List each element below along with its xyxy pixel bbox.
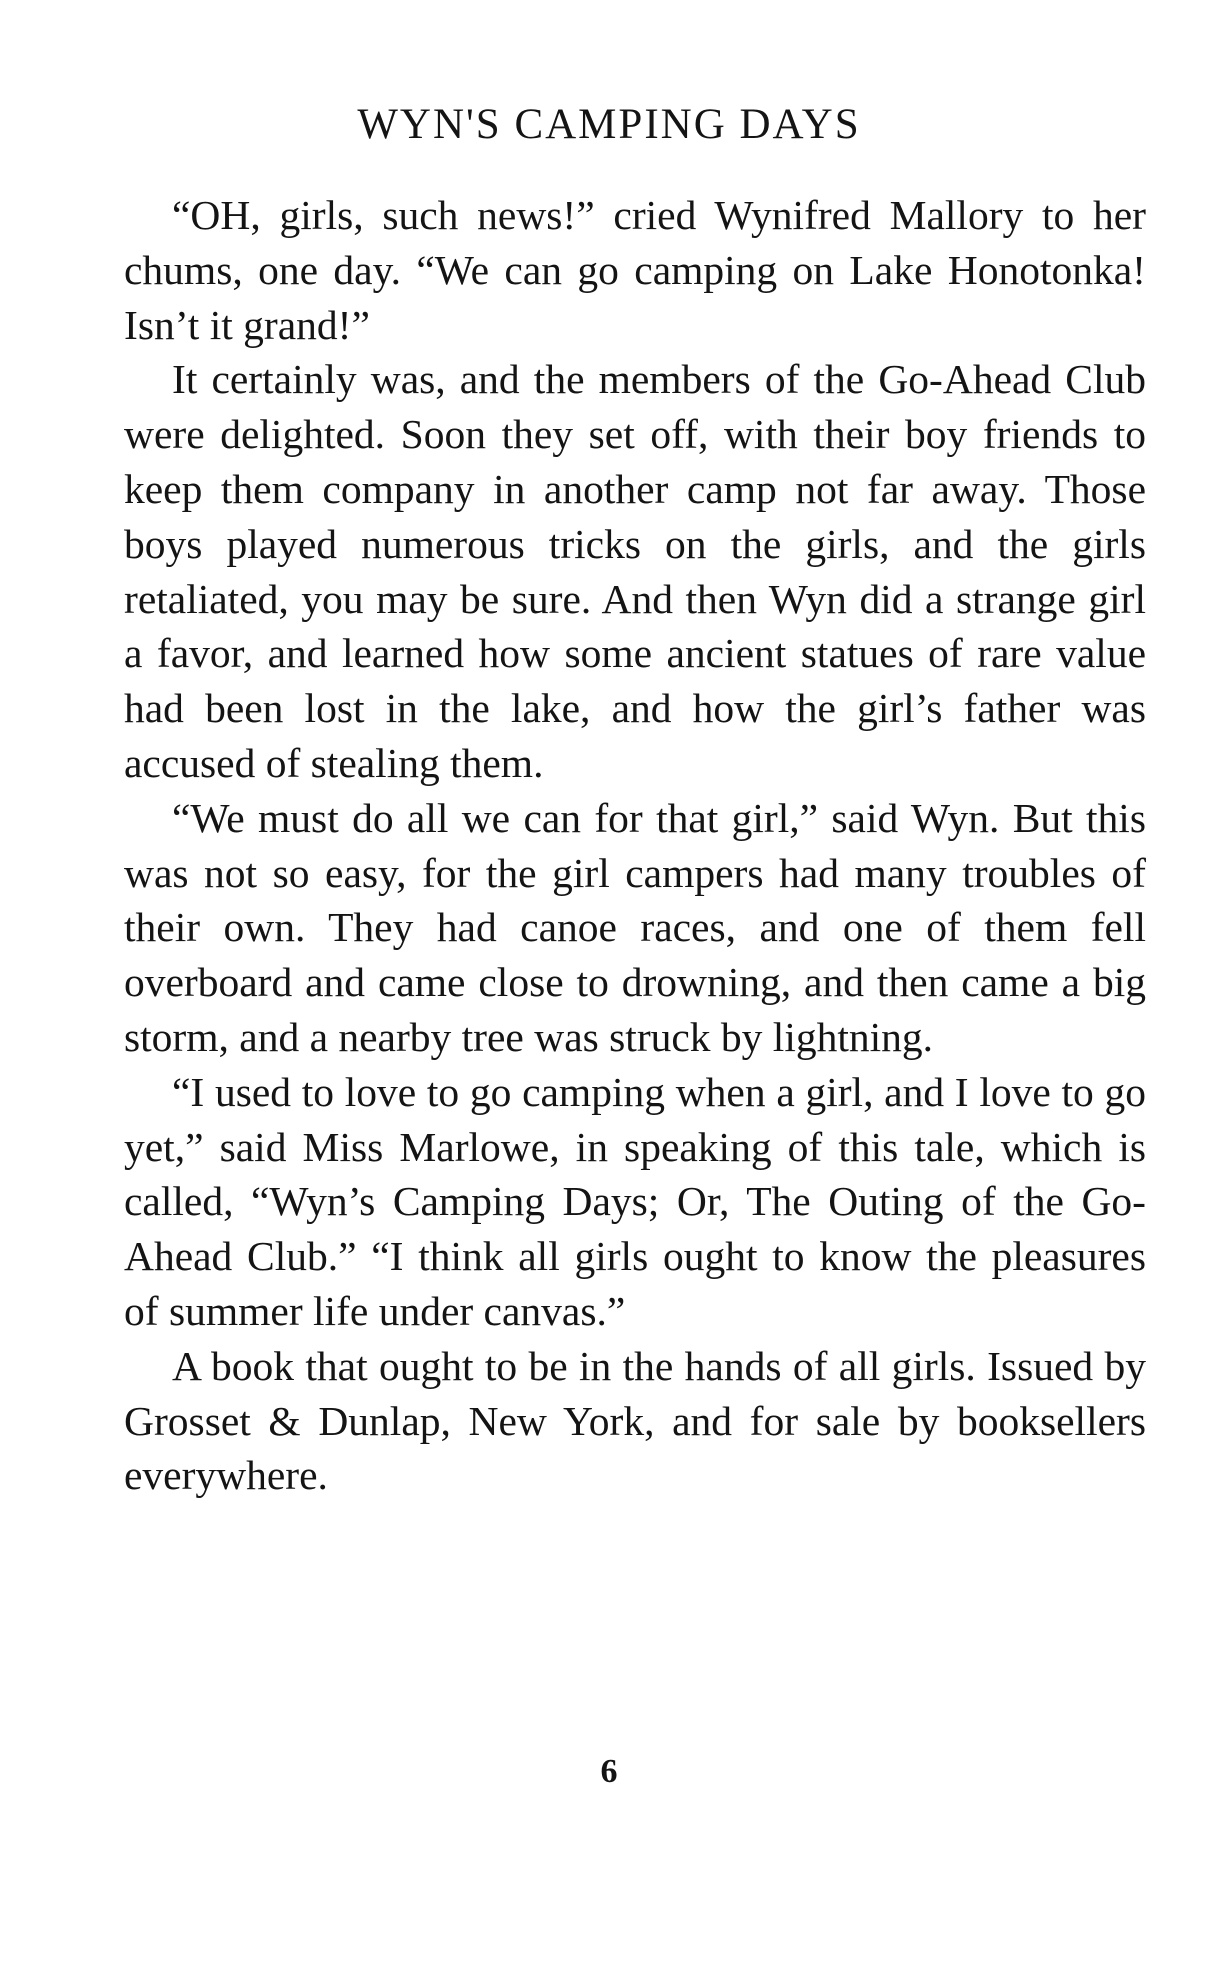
paragraph-2: It certainly was, and the members of the Go-Ahead Club were delighted. Soon they set off, with their boy friends to keep them company in another camp not far away. Those boys played numerous tricks on the girls, and the girls retaliated, you may be sure. And then Wyn did a strange girl a favor, and learned how some ancient statues of rare value had been lost in the lake, and how the girl’s father was accused of stealing them. xyxy=(124,356,1146,786)
paragraph-3: “We must do all we can for that girl,” said Wyn. But this was not so easy, for the girl campers had many troubles of their own. They had canoe races, and one of them fell overboard and came close to drowning, and then came a big storm, and a nearby tree was struck by lightning. xyxy=(124,794,1146,1060)
paragraph-5: A book that ought to be in the hands of all girls. Issued by Grosset & Dunlap, New York, and for sale by booksellers everywhere. xyxy=(124,1342,1146,1499)
page-number: 6 xyxy=(600,1753,618,1790)
body-text xyxy=(124,188,1146,1503)
paragraph-1: “OH, girls, such news!” cried Wynifred Mallory to her chums, one day. “We can go camping on Lake Honotonka! Isn’t it grand!” xyxy=(124,192,1146,348)
running-title: WYN'S CAMPING DAYS xyxy=(357,101,861,148)
paragraph-4: “I used to love to go camping when a girl, and I love to go yet,” said Miss Marlowe, in speaking of this tale, which is called, “Wyn’s Camping Days; Or, The Outing of the Go-Ahead Club.” “I think all girls ought to know the pleasures of summer life under canvas.” xyxy=(124,1068,1146,1334)
